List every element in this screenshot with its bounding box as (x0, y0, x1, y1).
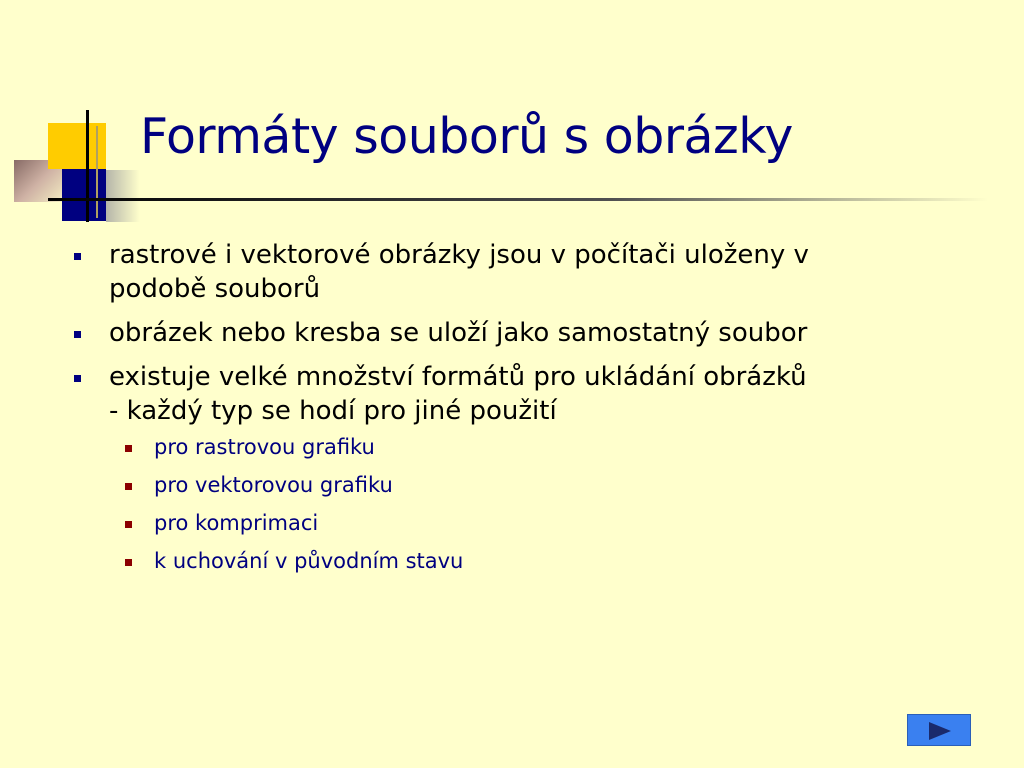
square-subbullet-icon (125, 521, 132, 528)
bullet-text: existuje velké množství formátů pro ukládání obrázků - každý typ se hodí pro jiné použití (109, 362, 807, 426)
subbullet-text: pro rastrovou grafiku (154, 435, 375, 459)
subbullet-text: pro komprimaci (154, 511, 319, 535)
bullet-list (70, 238, 810, 586)
play-right-arrow-icon (928, 721, 952, 741)
decorative-blue-square (62, 169, 106, 221)
bullet-text: rastrové i vektorové obrázky jsou v počítači uloženy v podobě souborů (109, 240, 809, 304)
subbullet-text: k uchování v původním stavu (154, 549, 464, 573)
subbullet-item (109, 510, 810, 537)
bullet-item (70, 360, 810, 575)
subbullet-item (109, 434, 810, 461)
decorative-shadow-strip (106, 170, 140, 222)
decorative-vertical-line (86, 110, 89, 222)
square-bullet-icon (74, 331, 81, 338)
decorative-vertical-line-light (96, 126, 98, 218)
subbullet-item (109, 548, 810, 575)
bullet-item (70, 316, 810, 350)
subbullet-item (109, 472, 810, 499)
next-slide-button[interactable] (907, 714, 971, 746)
slide-title: Formáty souborů s obrázky (140, 108, 793, 165)
subbullet-text: pro vektorovou grafiku (154, 473, 393, 497)
bullet-text: obrázek nebo kresba se uloží jako samostatný soubor (109, 318, 808, 348)
bullet-item (70, 238, 810, 306)
square-bullet-icon (74, 253, 81, 260)
square-bullet-icon (74, 375, 81, 382)
square-subbullet-icon (125, 559, 132, 566)
square-subbullet-icon (125, 483, 132, 490)
title-underline (48, 198, 988, 201)
square-subbullet-icon (125, 445, 132, 452)
subbullet-list (109, 434, 810, 575)
